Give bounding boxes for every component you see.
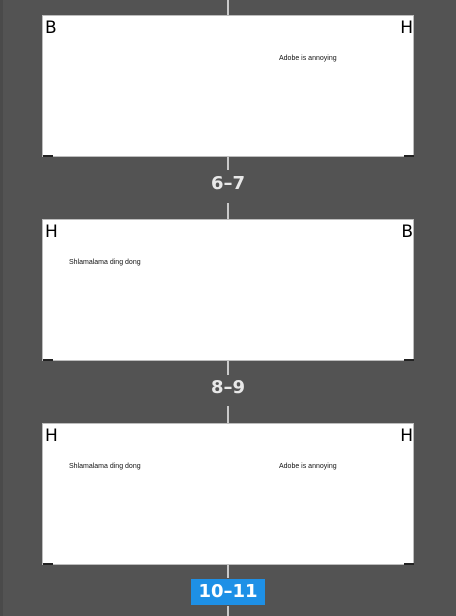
master-prefix: H — [45, 426, 58, 446]
spread-label-text: 10–11 — [191, 579, 264, 605]
master-prefix: H — [400, 426, 413, 446]
master-prefix: B — [45, 18, 57, 38]
page-corner-marker — [43, 563, 53, 565]
page-thumbnail-left[interactable] — [43, 16, 228, 156]
page-thumbnail-right[interactable] — [229, 16, 414, 156]
spread-label-text: 6–7 — [205, 171, 251, 197]
spread-page-numbers-selected[interactable] — [0, 579, 456, 605]
page-thumbnail-left[interactable] — [43, 424, 228, 564]
page-thumbnail-left[interactable] — [43, 220, 228, 360]
spread-spine — [227, 606, 229, 616]
spread-4-5[interactable] — [42, 15, 414, 157]
spread-page-numbers[interactable] — [0, 375, 456, 401]
page-corner-marker — [404, 563, 414, 565]
spread-6-7[interactable] — [42, 219, 414, 361]
page-corner-marker — [404, 359, 414, 361]
panel-edge — [0, 0, 3, 616]
master-prefix: B — [401, 222, 413, 242]
text-frame: Shlamalama ding dong — [69, 259, 141, 266]
page-corner-marker — [43, 155, 53, 157]
spread-label-text: 8–9 — [205, 375, 251, 401]
text-frame: Adobe is annoying — [279, 55, 337, 62]
master-prefix: H — [400, 18, 413, 38]
page-corner-marker — [43, 359, 53, 361]
text-frame: Adobe is annoying — [279, 463, 337, 470]
master-prefix: H — [45, 222, 58, 242]
text-frame: Shlamalama ding dong — [69, 463, 141, 470]
page-thumbnail-right[interactable] — [229, 220, 414, 360]
page-corner-marker — [404, 155, 414, 157]
spread-page-numbers[interactable] — [0, 171, 456, 197]
page-thumbnail-right[interactable] — [229, 424, 414, 564]
spread-8-9[interactable] — [42, 423, 414, 565]
